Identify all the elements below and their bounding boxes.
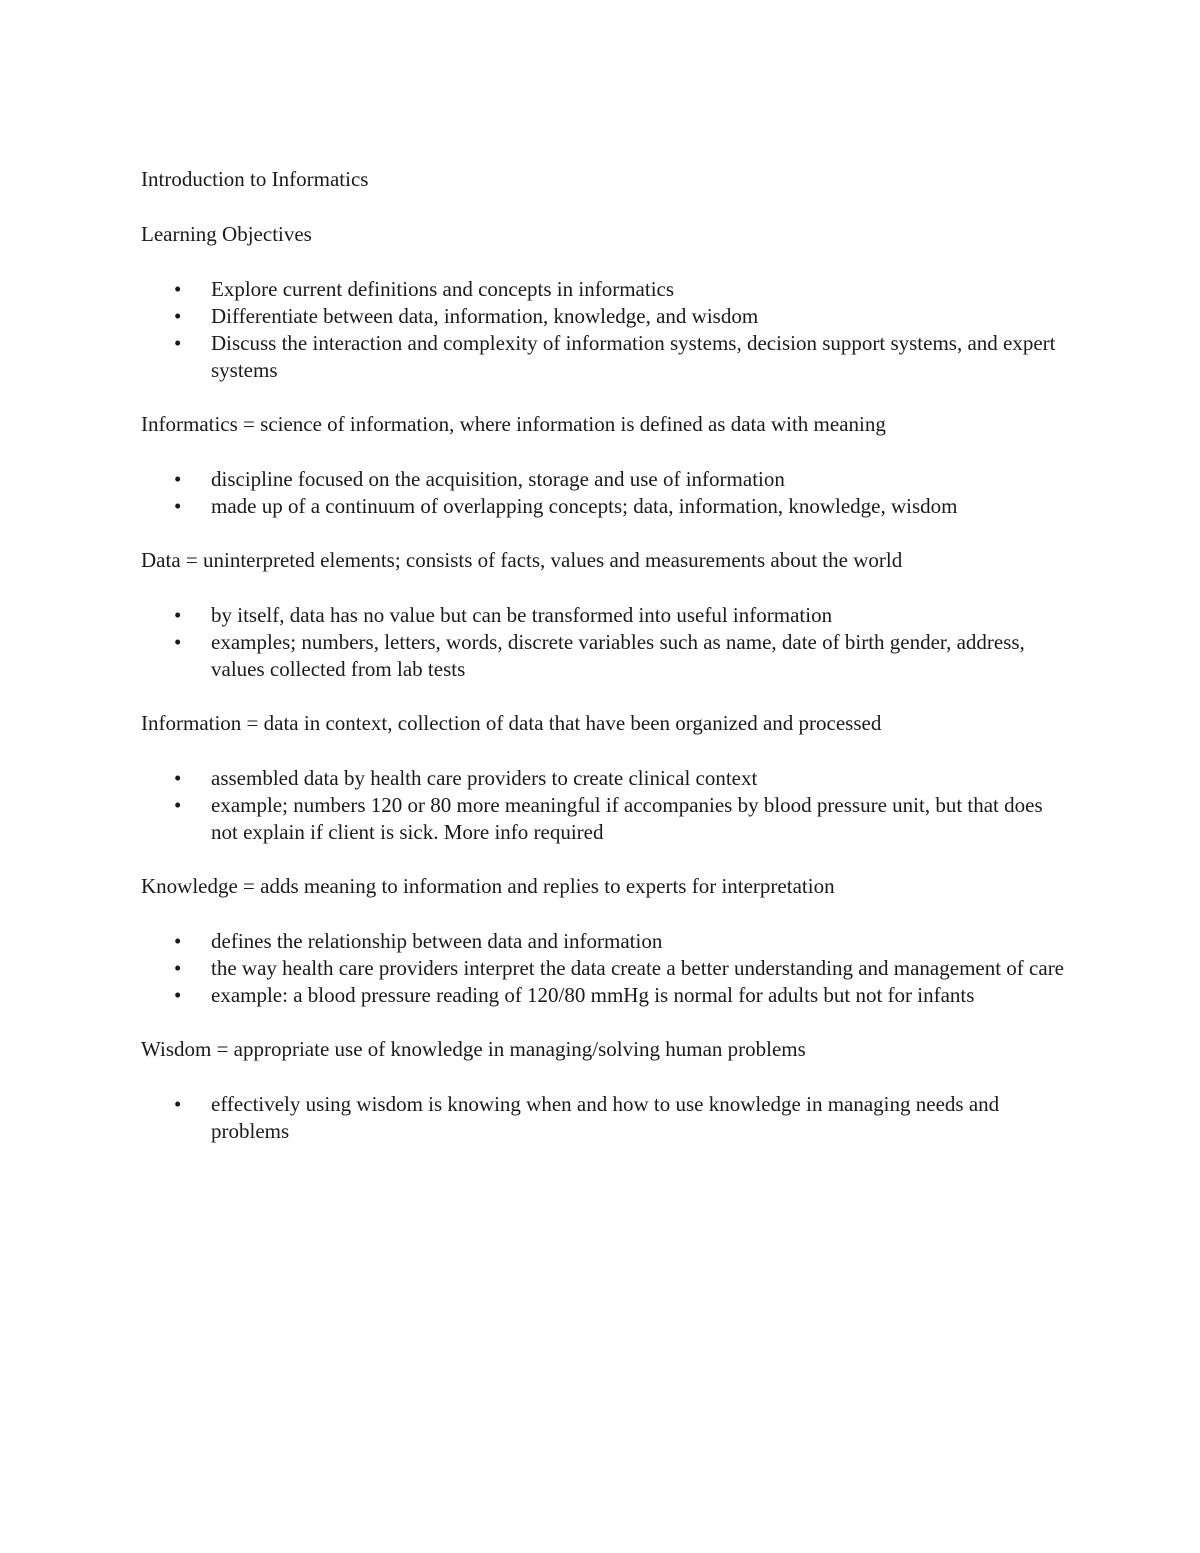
section-list [141, 928, 1071, 1009]
list-item-text: Differentiate between data, information, knowledge, and wisdom [211, 304, 759, 328]
list-item [141, 629, 1071, 683]
bullet-icon: • [174, 983, 182, 1007]
objectives-heading: Learning Objectives [141, 222, 312, 246]
bullet-icon: • [174, 929, 182, 953]
list-item-text: examples; numbers, letters, words, discrete variables such as name, date of birth gender, address, values collected from lab tests [211, 630, 1025, 681]
bullet-icon: • [174, 603, 182, 627]
list-item-text: discipline focused on the acquisition, storage and use of information [211, 467, 785, 491]
list-item-text: by itself, data has no value but can be transformed into useful information [211, 603, 833, 627]
list-item [141, 765, 1071, 792]
bullet-icon: • [174, 793, 182, 817]
section-heading: Informatics = science of information, where information is defined as data with meaning [141, 412, 886, 436]
list-item [141, 1091, 1071, 1145]
section-list [141, 602, 1071, 683]
bullet-icon: • [174, 331, 182, 355]
list-item [141, 493, 1071, 520]
sections-container [141, 411, 1071, 1145]
objective-item [141, 276, 1071, 303]
section-heading: Knowledge = adds meaning to information and replies to experts for interpretation [141, 874, 835, 898]
list-item-text: Discuss the interaction and complexity of information systems, decision support systems, and expert systems [211, 331, 1056, 382]
section-list [141, 765, 1071, 846]
list-item-text: assembled data by health care providers to create clinical context [211, 766, 758, 790]
bullet-icon: • [174, 494, 182, 518]
list-item-text: example; numbers 120 or 80 more meaningful if accompanies by blood pressure unit, but that does not explain if client is sick. More info required [211, 793, 1043, 844]
section-list [141, 1091, 1071, 1145]
list-item [141, 928, 1071, 955]
bullet-icon: • [174, 277, 182, 301]
bullet-icon: • [174, 1092, 182, 1116]
bullet-icon: • [174, 630, 182, 654]
document-page [141, 166, 1071, 1172]
document-title: Introduction to Informatics [141, 167, 369, 191]
list-item [141, 955, 1071, 982]
list-item-text: Explore current definitions and concepts in informatics [211, 277, 675, 301]
objective-item [141, 303, 1071, 330]
list-item [141, 602, 1071, 629]
list-item-text: example: a blood pressure reading of 120/80 mmHg is normal for adults but not for infants [211, 983, 975, 1007]
bullet-icon: • [174, 766, 182, 790]
list-item [141, 792, 1071, 846]
list-item-text: effectively using wisdom is knowing when and how to use knowledge in managing needs and problems [211, 1092, 1000, 1143]
list-item [141, 466, 1071, 493]
bullet-icon: • [174, 956, 182, 980]
list-item-text: made up of a continuum of overlapping concepts; data, information, knowledge, wisdom [211, 494, 958, 518]
list-item-text: the way health care providers interpret the data create a better understanding and management of care [211, 956, 1065, 980]
objective-item [141, 330, 1071, 384]
section-heading: Information = data in context, collection of data that have been organized and processed [141, 711, 882, 735]
list-item [141, 982, 1071, 1009]
section-heading: Data = uninterpreted elements; consists of facts, values and measurements about the world [141, 548, 903, 572]
objectives-list [141, 276, 1071, 384]
section-heading: Wisdom = appropriate use of knowledge in managing/solving human problems [141, 1037, 806, 1061]
list-item-text: defines the relationship between data and information [211, 929, 663, 953]
bullet-icon: • [174, 467, 182, 491]
bullet-icon: • [174, 304, 182, 328]
section-list [141, 466, 1071, 520]
